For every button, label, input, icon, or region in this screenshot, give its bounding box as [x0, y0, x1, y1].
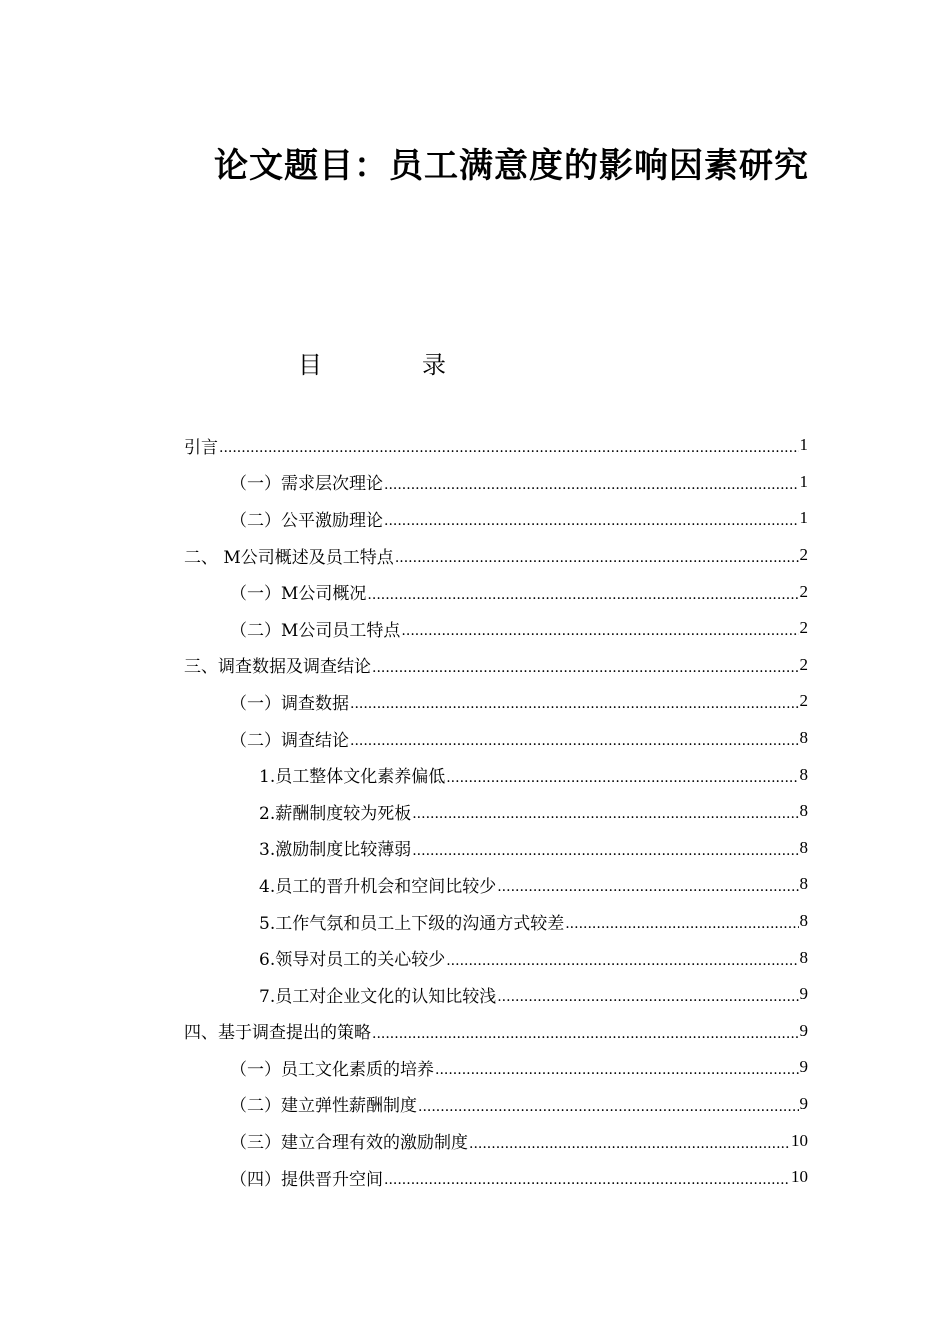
toc-entry-label: （三）建立合理有效的激励制度	[230, 1133, 468, 1154]
toc-dot-leader	[367, 583, 798, 601]
toc-heading	[298, 347, 446, 383]
toc-entry[interactable]	[184, 683, 808, 720]
toc-entry[interactable]	[184, 647, 808, 684]
toc-entry-page-number: 2	[799, 545, 808, 565]
toc-dot-leader	[446, 949, 798, 967]
toc-entry-label: （一）M公司概况	[230, 584, 367, 605]
toc-entry[interactable]	[184, 610, 808, 647]
toc-entry-page-number: 1	[799, 508, 808, 528]
toc-dot-leader	[412, 839, 798, 857]
toc-dot-leader	[435, 1058, 799, 1076]
toc-entry[interactable]	[184, 427, 808, 464]
toc-entry-page-number: 9	[799, 1093, 808, 1113]
toc-entry-page-number: 1	[799, 471, 808, 491]
toc-entry[interactable]	[184, 903, 808, 940]
toc-dot-leader	[350, 692, 799, 710]
toc-dot-leader	[384, 509, 799, 527]
toc-entry-label: 3.激励制度比较薄弱	[259, 840, 412, 861]
toc-entry[interactable]	[184, 830, 808, 867]
toc-heading-right: 录	[422, 351, 446, 379]
toc-entry-page-number: 10	[791, 1130, 808, 1150]
toc-entry-label: 二、 M公司概述及员工特点	[184, 547, 394, 568]
toc-entry[interactable]	[184, 939, 808, 976]
toc-entry-page-number: 1	[799, 435, 808, 455]
toc-dot-leader	[372, 656, 799, 674]
toc-dot-leader	[219, 436, 799, 454]
toc-entry[interactable]	[184, 1049, 808, 1086]
toc-entry-page-number: 8	[799, 911, 808, 931]
toc-dot-leader	[395, 546, 799, 564]
toc-entry-page-number: 2	[799, 654, 808, 674]
toc-entry[interactable]	[184, 1086, 808, 1123]
toc-entry-label: 2.薪酬制度较为死板	[259, 803, 412, 824]
toc-entry[interactable]	[184, 464, 808, 501]
toc-entry[interactable]	[184, 1122, 808, 1159]
toc-entry-label: （二）M公司员工特点	[230, 620, 401, 641]
toc-dot-leader	[401, 619, 798, 637]
toc-dot-leader	[384, 1168, 790, 1186]
toc-dot-leader	[350, 729, 799, 747]
toc-entry-page-number: 9	[799, 1020, 808, 1040]
toc-entry[interactable]	[184, 793, 808, 830]
toc-entry-page-number: 8	[799, 947, 808, 967]
toc-dot-leader	[565, 912, 798, 930]
toc-dot-leader	[497, 985, 798, 1003]
toc-entry[interactable]	[184, 866, 808, 903]
toc-entry-page-number: 8	[799, 801, 808, 821]
toc-entry-page-number: 2	[799, 691, 808, 711]
toc-entry-label: 三、调查数据及调查结论	[184, 657, 371, 678]
toc-entry-page-number: 9	[799, 1057, 808, 1077]
toc-dot-leader	[446, 766, 798, 784]
toc-entry-page-number: 8	[799, 837, 808, 857]
toc-entry-page-number: 9	[799, 984, 808, 1004]
table-of-contents	[184, 427, 808, 1195]
toc-heading-left: 目	[298, 351, 322, 379]
toc-entry-label: 4.员工的晋升机会和空间比较少	[259, 876, 497, 897]
toc-entry[interactable]	[184, 500, 808, 537]
toc-entry-page-number: 8	[799, 874, 808, 894]
thesis-title: 论文题目：员工满意度的影响因素研究	[214, 146, 809, 186]
toc-entry-page-number: 10	[791, 1167, 808, 1187]
toc-dot-leader	[384, 473, 799, 491]
toc-entry-label: （二）建立弹性薪酬制度	[230, 1096, 417, 1117]
toc-entry[interactable]	[184, 1159, 808, 1196]
toc-entry[interactable]	[184, 573, 808, 610]
toc-dot-leader	[412, 802, 798, 820]
toc-dot-leader	[469, 1132, 790, 1150]
toc-entry-label: 1.员工整体文化素养偏低	[259, 767, 446, 788]
toc-entry-page-number: 8	[799, 728, 808, 748]
toc-entry-label: （二）调查结论	[230, 730, 349, 751]
toc-entry-label: 引言	[184, 437, 218, 458]
toc-entry-label: 7.员工对企业文化的认知比较浅	[259, 986, 497, 1007]
toc-entry[interactable]	[184, 756, 808, 793]
toc-entry-label: 四、基于调查提出的策略	[184, 1023, 371, 1044]
toc-dot-leader	[497, 875, 798, 893]
toc-entry[interactable]	[184, 1013, 808, 1050]
toc-entry-page-number: 8	[799, 764, 808, 784]
toc-dot-leader	[418, 1095, 799, 1113]
toc-entry-label: （二）公平激励理论	[230, 510, 383, 531]
toc-entry[interactable]	[184, 537, 808, 574]
toc-entry-page-number: 2	[799, 618, 808, 638]
toc-entry[interactable]	[184, 720, 808, 757]
toc-entry[interactable]	[184, 976, 808, 1013]
toc-entry-label: （一）需求层次理论	[230, 474, 383, 495]
toc-dot-leader	[372, 1022, 799, 1040]
toc-entry-label: （一）员工文化素质的培养	[230, 1059, 434, 1080]
toc-entry-label: （四）提供晋升空间	[230, 1169, 383, 1190]
toc-entry-label: （一）调查数据	[230, 693, 349, 714]
toc-entry-page-number: 2	[799, 581, 808, 601]
toc-entry-label: 5.工作气氛和员工上下级的沟通方式较差	[259, 913, 565, 934]
toc-entry-label: 6.领导对员工的关心较少	[259, 950, 446, 971]
